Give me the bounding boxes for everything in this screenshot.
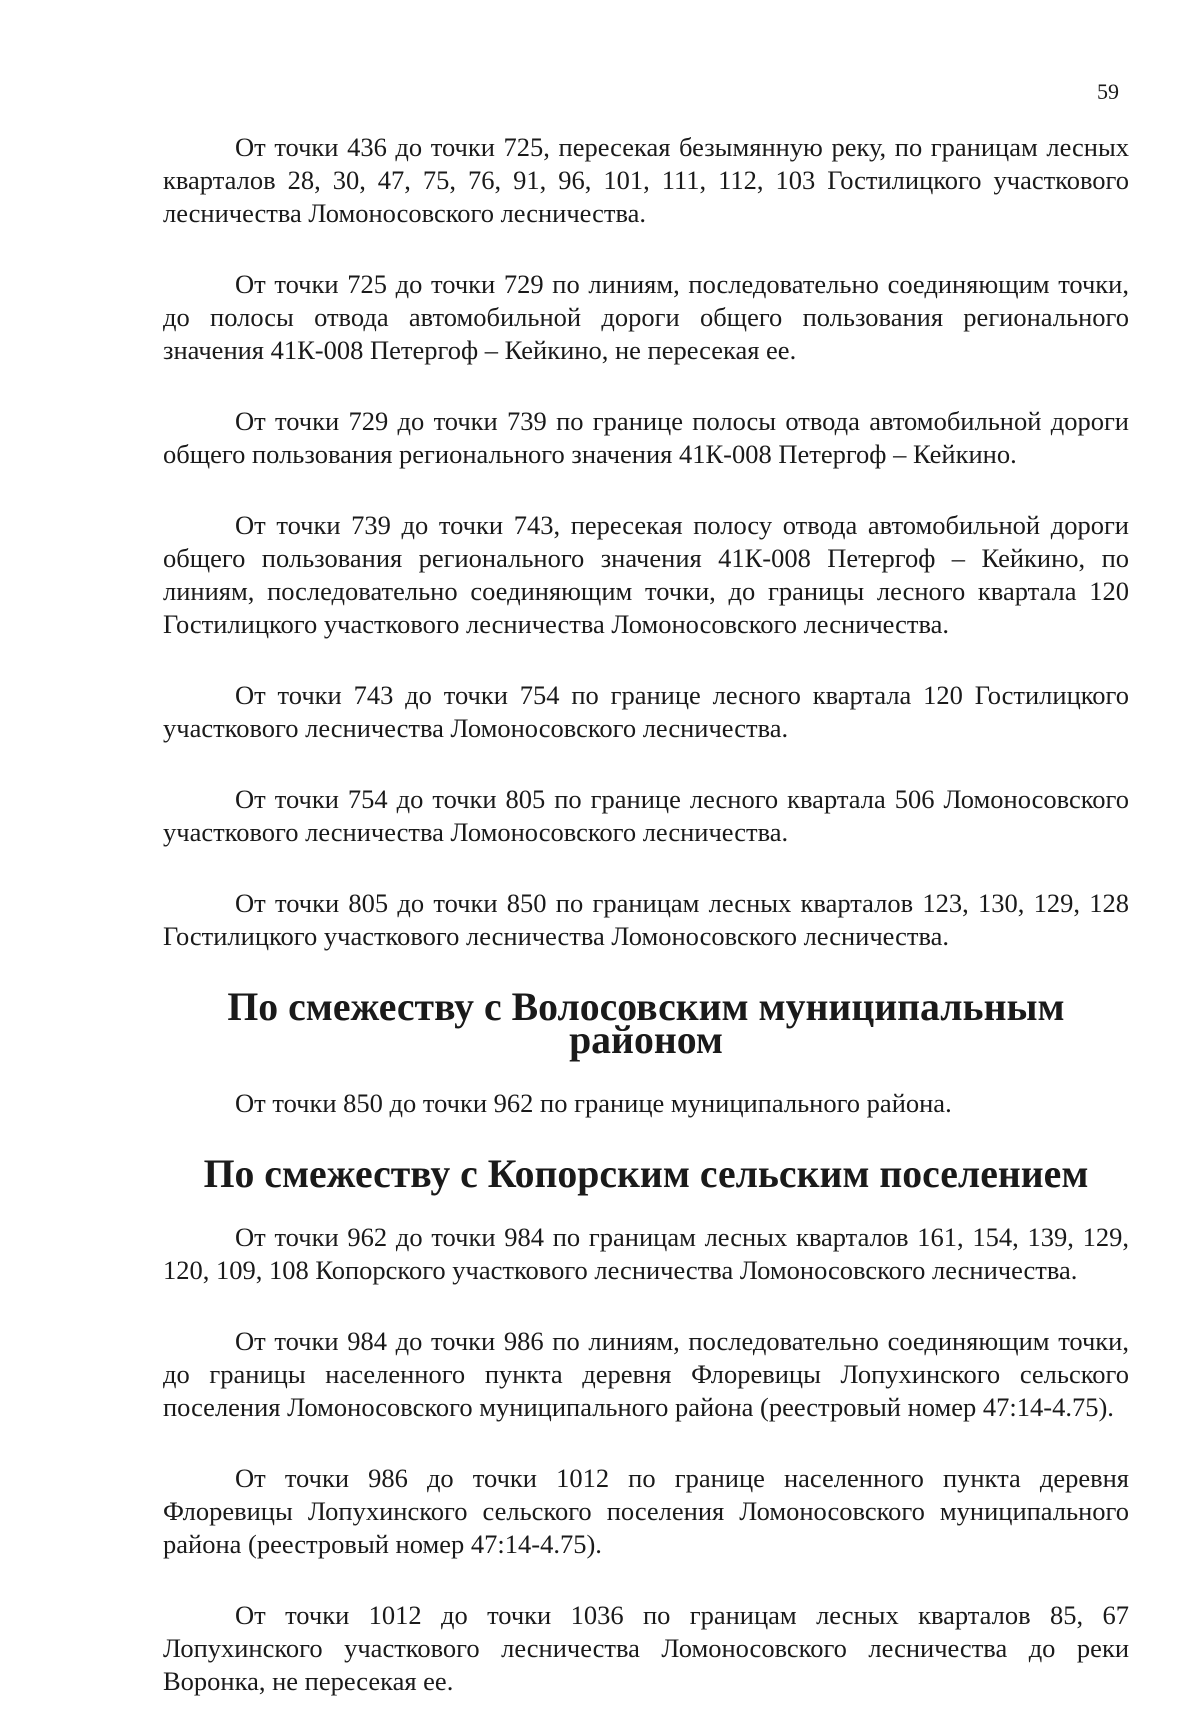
document-body <box>163 131 1129 1736</box>
paragraph: От точки 805 до точки 850 по границам лесных кварталов 123, 130, 129, 128 Гостилицкого участкового лесничества Ломоносовского лесничества. <box>163 888 1129 951</box>
section-heading-koporskoe: По смежеству с Копорским сельским поселением <box>203 1152 1089 1196</box>
paragraph: От точки 739 до точки 743, пересекая полосу отвода автомобильной дороги общего пользования регионального значения 41К-008 Петергоф – Кейкино, по линиям, последовательно соединяющим точки, до границы лесного квартала 120 Гостилицкого участкового лесничества Ломоносовского лесничества. <box>163 510 1129 639</box>
paragraph: От точки 850 до точки 962 по границе муниципального района. <box>235 1088 952 1118</box>
section-heading-volosovsky: По смежеству с Волосовским муниципальным районом <box>227 985 1065 1062</box>
paragraph: От точки 743 до точки 754 по границе лесного квартала 120 Гостилицкого участкового лесничества Ломоносовского лесничества. <box>163 680 1129 743</box>
paragraph: От точки 984 до точки 986 по линиям, последовательно соединяющим точки, до границы населенного пункта деревня Флоревицы Лопухинского сельского поселения Ломоносовского муниципального района (реестровый номер 47:14-4.75). <box>163 1326 1129 1422</box>
paragraph: От точки 962 до точки 984 по границам лесных кварталов 161, 154, 139, 129, 120, 109, 108 Копорского участкового лесничества Ломоносовского лесничества. <box>163 1222 1129 1285</box>
page-number: 59 <box>1097 79 1119 104</box>
paragraph: От точки 725 до точки 729 по линиям, последовательно соединяющим точки, до полосы отвода автомобильной дороги общего пользования регионального значения 41К-008 Петергоф – Кейкино, не пересекая ее. <box>163 269 1129 365</box>
paragraph: От точки 436 до точки 725, пересекая безымянную реку, по границам лесных кварталов 28, 30, 47, 75, 76, 91, 96, 101, 111, 112, 103 Гостилицкого участкового лесничества Ломоносовского лесничества. <box>163 132 1129 228</box>
paragraph: От точки 986 до точки 1012 по границе населенного пункта деревня Флоревицы Лопухинского сельского поселения Ломоносовского муниципального района (реестровый номер 47:14-4.75). <box>163 1463 1129 1559</box>
paragraph: От точки 1012 до точки 1036 по границам лесных кварталов 85, 67 Лопухинского участкового лесничества Ломоносовского лесничества до реки Воронка, не пересекая ее. <box>163 1600 1129 1696</box>
paragraph: От точки 754 до точки 805 по границе лесного квартала 506 Ломоносовского участкового лесничества Ломоносовского лесничества. <box>163 784 1129 847</box>
paragraph: От точки 729 до точки 739 по границе полосы отвода автомобильной дороги общего пользования регионального значения 41К-008 Петергоф – Кейкино. <box>163 406 1129 469</box>
